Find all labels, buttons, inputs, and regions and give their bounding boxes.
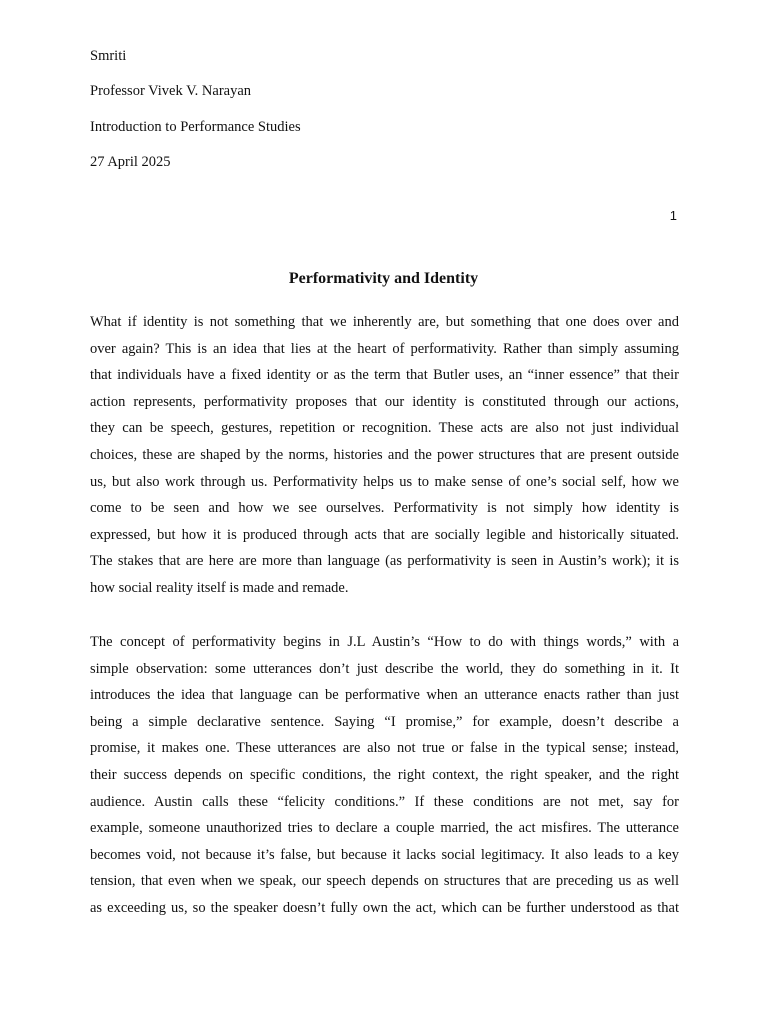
submission-date: 27 April 2025 (90, 154, 171, 170)
text-line: as exceeding us, so the speaker doesn’t fully own the act, which can be further understood as that (90, 899, 679, 916)
text-line: expressed, but how it is produced through acts that are socially legible and historically situated. (90, 526, 679, 543)
text-line: What if identity is not something that we inherently are, but something that one does over and (90, 314, 679, 330)
text-line: come to be seen and how we see ourselves. Performativity is not simply how identity is (90, 500, 679, 517)
text-line: us, but also work through us. Performativity helps us to make sense of one’s social self, how we (90, 473, 679, 490)
text-line: they can be speech, gestures, repetition or recognition. These acts are also not just individual (90, 420, 679, 437)
student-name: Smriti (90, 48, 127, 64)
text-line: choices, these are shaped by the norms, histories and the power structures that are present outside (90, 446, 679, 463)
text-line: promise, it makes one. These utterances are also not true or false in the typical sense; instead, (90, 740, 679, 757)
text-line: introduces the idea that language can be performative when an utterance enacts rather than just (90, 687, 679, 704)
paragraph-2 (90, 629, 679, 922)
text-line: that individuals have a fixed identity or as the term that Butler uses, an “inner essence” that their (90, 367, 679, 384)
text-line: their success depends on specific conditions, the right context, the right speaker, and the right (90, 766, 679, 783)
text-line: The stakes that are here are more than language (as performativity is seen in Austin’s work); it is (90, 553, 679, 570)
text-line: The concept of performativity begins in J.L Austin’s “How to do with things words,” with a (90, 634, 679, 650)
text-line: being a simple declarative sentence. Saying “I promise,” for example, doesn’t describe a (90, 713, 679, 730)
text-line: action represents, performativity proposes that our identity is constituted through our actions, (90, 393, 679, 410)
text-line: becomes void, not because it’s false, but because it lacks social legitimacy. It also leads to a key (90, 846, 679, 863)
text-line: example, someone unauthorized tries to declare a couple married, the act misfires. The utterance (90, 820, 679, 837)
essay-title: Performativity and Identity (288, 270, 479, 287)
text-line: tension, that even when we speak, our speech depends on structures that are preceding us as well (90, 873, 679, 890)
text-line: over again? This is an idea that lies at the heart of performativity. Rather than simply assuming (90, 340, 679, 357)
text-line: audience. Austin calls these “felicity conditions.” If these conditions are not met, say for (90, 793, 679, 810)
course-name: Introduction to Performance Studies (90, 119, 301, 135)
page-number: 1 (669, 208, 677, 223)
text-line: simple observation: some utterances don’t just describe the world, they do something in it. It (90, 660, 679, 677)
professor-name: Professor Vivek V. Narayan (90, 83, 252, 99)
text-line: how social reality itself is made and remade. (90, 579, 349, 596)
paragraph-1 (90, 309, 679, 602)
